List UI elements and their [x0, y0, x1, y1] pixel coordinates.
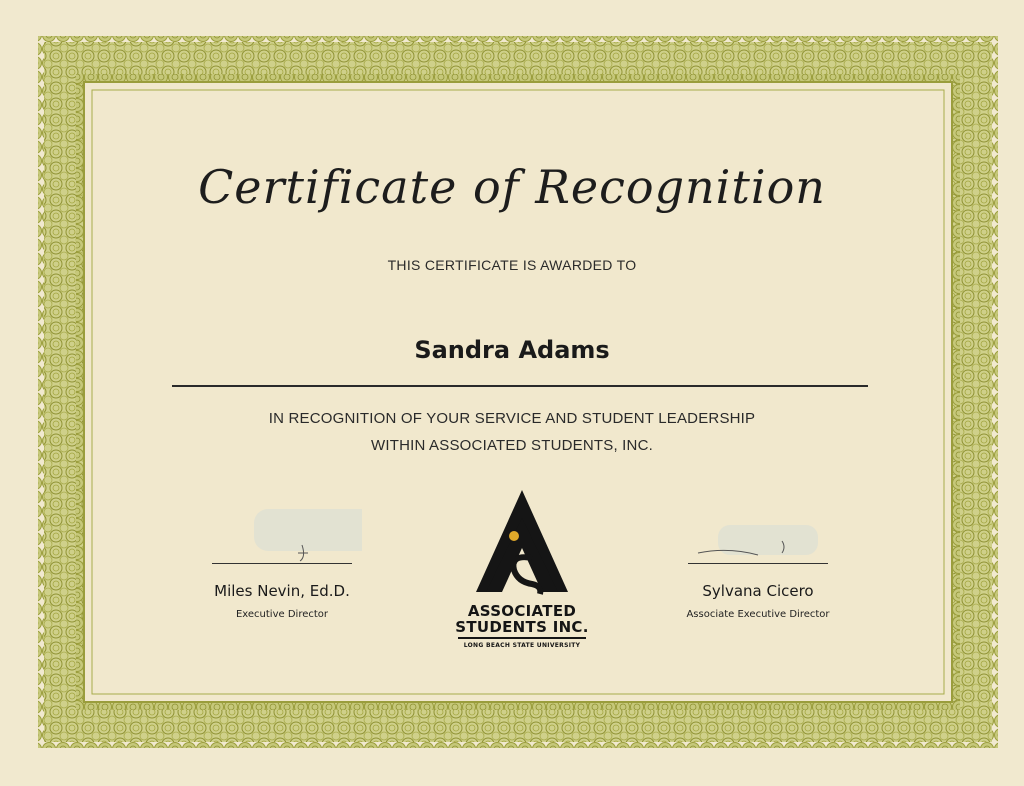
recipient-underline — [172, 385, 868, 387]
logo-text-line-3: LONG BEACH STATE UNIVERSITY — [463, 642, 581, 649]
signatory-name: Sylvana Cicero — [702, 582, 814, 600]
recipient-name: Sandra Adams — [414, 336, 610, 364]
signature-block-right — [638, 505, 878, 620]
logo-text-line-2: STUDENTS INC. — [455, 618, 589, 636]
signatory-title: Executive Director — [235, 609, 329, 620]
certificate-title: Certificate of Recognition — [198, 160, 826, 214]
signature-line — [688, 563, 828, 564]
signatory-title: Associate Executive Director — [686, 609, 830, 620]
awarded-to-text: THIS CERTIFICATE IS AWARDED TO — [387, 257, 637, 273]
logo-underline — [458, 637, 586, 639]
signature-scribble — [678, 505, 838, 563]
signature-block-left — [162, 505, 402, 620]
logo-a-icon — [472, 488, 572, 598]
recognition-text — [0, 405, 1024, 459]
signatory-name: Miles Nevin, Ed.D. — [214, 582, 350, 600]
signature-scribble — [202, 505, 362, 563]
recognition-line-2: WITHIN ASSOCIATED STUDENTS, INC. — [371, 437, 653, 454]
recognition-line-1: IN RECOGNITION OF YOUR SERVICE AND STUDENT LEADERSHIP — [268, 410, 756, 427]
signature-line — [212, 563, 352, 564]
associated-students-logo — [452, 488, 592, 658]
logo-text-line-1: ASSOCIATED — [467, 602, 577, 620]
